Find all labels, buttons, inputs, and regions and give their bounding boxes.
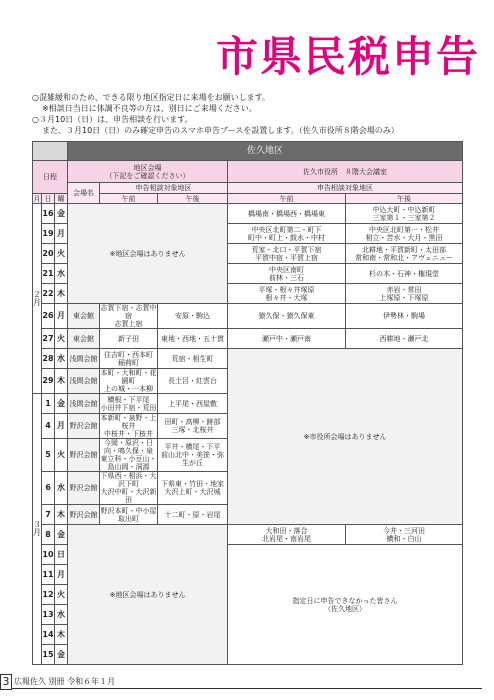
pm-cell: 東地・西地・五十貫 [158, 329, 228, 349]
target-header: 申告相談対象地区 [228, 183, 463, 194]
venue-cell: 野沢会館 [68, 414, 100, 439]
day-cell: 7 [42, 505, 55, 525]
day-cell: 6 [42, 472, 55, 505]
pm-header: 午後 [158, 194, 228, 204]
footer-text: 広報佐久 別冊 令和６年１月 [14, 677, 116, 686]
venue-cell: 野沢会館 [68, 439, 100, 472]
pm-cell: 安原・駒込 [158, 304, 228, 329]
month-cell: ２月 [33, 204, 42, 394]
venue-city-header: 佐久市役所 ８階大会議室 [228, 161, 463, 183]
region-header: 佐久地区 [68, 142, 463, 161]
notice-block [32, 92, 492, 136]
day-cell: 27 [42, 329, 55, 349]
am-cell: 新子田 [100, 329, 158, 349]
schedule-table [32, 141, 463, 665]
day-cell: 5 [42, 439, 55, 472]
am-cell: 野沢本町・中小屋 取出町 [100, 506, 157, 523]
city-no-venue-note: ※市役所会場はありません [228, 349, 463, 525]
pm-cell: 長土呂・紅雲台 [158, 369, 228, 394]
day-cell: 12 [42, 585, 55, 605]
footer-rule [12, 688, 482, 689]
city-am-cell: 大和田・落合 北岩尾・南岩尾 [228, 525, 346, 545]
city-am-cell: 中央区北町第二・町下 町中・町上・鼓水・中村 [228, 224, 346, 244]
venue-cell: 野沢会館 [68, 505, 100, 525]
city-pm-cell: 杉の木・石神・権現堂 [346, 264, 463, 284]
weekday-cell: 火 [55, 439, 68, 472]
page-title: 市県民税申告 [215, 32, 480, 81]
undesignated-note: 指定日に申告できなかった皆さん （佐久地区） [228, 545, 463, 665]
venue-cell: 浅間会館 [68, 349, 100, 369]
am-cell: 横根・下平尾 小田井下宿・荒田 [100, 395, 157, 412]
weekday-cell: 水 [55, 264, 68, 284]
weekday-cell: 金 [55, 645, 68, 665]
table-row [33, 304, 463, 329]
day-header: 日 [42, 194, 55, 204]
pm-cell: 田町・高柳・跡部 三塚・北桜井 [158, 414, 228, 439]
weekday-cell: 月 [55, 414, 68, 439]
table-row [33, 525, 463, 545]
venue-cell: 浅間会館 [68, 394, 100, 414]
weekday-cell: 水 [55, 472, 68, 505]
weekday-cell: 火 [55, 329, 68, 349]
weekday-cell: 水 [55, 605, 68, 625]
notice-line: ○混雑緩和のため、できる限り地区指定日に来場をお願いします。 [32, 93, 271, 102]
weekday-cell: 日 [55, 545, 68, 565]
city-pm-cell: 西耕地・瀬戸北 [346, 329, 463, 349]
weekday-cell: 金 [55, 204, 68, 224]
venue-name-header: 会場名 [68, 183, 100, 204]
venue-area-header [68, 161, 228, 183]
target-header: 申告相談対象地区 [100, 183, 228, 194]
notice-line: また、３月10日（日）のみ確定申告のスマホ申告ブースを設置します。（佐久市役所８階会場のみ） [42, 126, 399, 135]
city-pm-cell: 中央区北町第一・松井 相立・苦水・大月・黒田 [346, 224, 463, 244]
city-am-cell: 平塚・根々井塚原 根々井・大塚 [228, 284, 346, 304]
am-cell: 志賀下宿・志賀中宿 志賀上宿 [100, 304, 157, 328]
day-cell: 1 [42, 394, 55, 414]
month-cell: ３月 [33, 394, 42, 665]
city-pm-cell: 今井・三河田 横和・白山 [346, 525, 463, 545]
table-row [33, 329, 463, 349]
weekday-cell: 月 [55, 565, 68, 585]
table-row [33, 204, 463, 224]
weekday-header: 曜 [55, 194, 68, 204]
pm-cell: 下県東・竹田・地家 大沢上町・大沢城 [158, 472, 228, 505]
am-cell: 下県西・相浜・大沢下町 大沢中町・大沢新田 [100, 472, 157, 504]
weekday-cell: 木 [55, 284, 68, 304]
day-cell: 20 [42, 244, 55, 264]
am-header: 午前 [100, 194, 158, 204]
weekday-cell: 水 [55, 349, 68, 369]
weekday-cell: 金 [55, 394, 68, 414]
venue-area-sub: （下記をご確認ください） [105, 171, 190, 180]
no-venue-note: ※地区会場はありません [68, 204, 228, 304]
day-cell: 22 [42, 284, 55, 304]
day-cell: 15 [42, 645, 55, 665]
venue-area-label: 地区会場 [133, 163, 162, 172]
weekday-cell: 木 [55, 369, 68, 394]
am-cell: 本新町・泉野・上桜井 中桜井・下桜井 [100, 414, 157, 438]
city-pm-cell: 中込大町・中込新町 三家第１・三家第２ [346, 204, 463, 224]
venue-cell: 東会館 [68, 329, 100, 349]
venue-cell: 野沢会館 [68, 472, 100, 505]
day-cell: 29 [42, 369, 55, 394]
day-cell: 21 [42, 264, 55, 284]
am-cell: 今岡・原沢・日向・鳴久保・泉 東立科・小豆山・島山岡・洞源 [100, 439, 157, 471]
day-cell: 26 [42, 304, 55, 329]
weekday-cell: 月 [55, 304, 68, 329]
day-cell: 28 [42, 349, 55, 369]
city-pm-cell: 伊勢林・駒場 [346, 304, 463, 329]
city-am-cell: 瀬戸中・瀬戸南 [228, 329, 346, 349]
day-cell: 19 [42, 224, 55, 244]
table-row [33, 349, 463, 369]
weekday-cell: 火 [55, 585, 68, 605]
venue-cell: 浅間会館 [68, 369, 100, 394]
weekday-cell: 木 [55, 505, 68, 525]
pm-cell: 十二町・原・岩尾 [158, 505, 228, 525]
venue-cell: 東会館 [68, 304, 100, 329]
day-cell: 14 [42, 625, 55, 645]
month-header: 月 [33, 194, 41, 203]
day-cell: 8 [42, 525, 55, 545]
city-am-cell: 橋場南・橋場西・橋場東 [228, 204, 346, 224]
am-cell: 本町・大和町・花園町 上の城・一本柳 [100, 369, 157, 393]
am-header: 午前 [228, 194, 346, 204]
weekday-cell: 月 [55, 224, 68, 244]
footer [0, 674, 494, 692]
city-pm-cell: 北耕地・平賀新町・太田部 常和南・常和北・アヴェニュー [346, 244, 463, 264]
day-cell: 11 [42, 565, 55, 585]
day-cell: 4 [42, 414, 55, 439]
day-cell: 13 [42, 605, 55, 625]
am-cell: 住吉町・西本町 稲荷町 [100, 349, 158, 369]
pm-cell: 平井・横尾・下平 前山北中・美笹・弥生が丘 [158, 439, 228, 472]
notice-line: ※相談日当日に体調不良等の方は、別日にご来場ください。 [42, 104, 257, 113]
weekday-cell: 金 [55, 525, 68, 545]
page-number: 3 [0, 674, 12, 690]
weekday-cell: 火 [55, 244, 68, 264]
city-am-cell: 荒家・北口・平賀下宿 平賀中宿・平賀上宿 [228, 244, 346, 264]
day-cell: 16 [42, 204, 55, 224]
notice-line: ○３月10日（日）は、申告相談を行います。 [32, 115, 193, 124]
pm-cell: 上平尾・西屋敷 [158, 394, 228, 414]
city-am-cell: 猿久保・猿久保東 [228, 304, 346, 329]
schedule-label: 日程 [33, 161, 68, 194]
pm-header: 午後 [346, 194, 463, 204]
city-am-cell: 中央区南町 前林・三石 [228, 264, 346, 284]
no-venue-note: ※地区会場はありません [68, 525, 228, 665]
pm-cell: 荒宿・相生町 [158, 349, 228, 369]
weekday-cell: 木 [55, 625, 68, 645]
day-cell: 10 [42, 545, 55, 565]
city-pm-cell: 赤岩・常田 上塚原・下塚原 [346, 284, 463, 304]
